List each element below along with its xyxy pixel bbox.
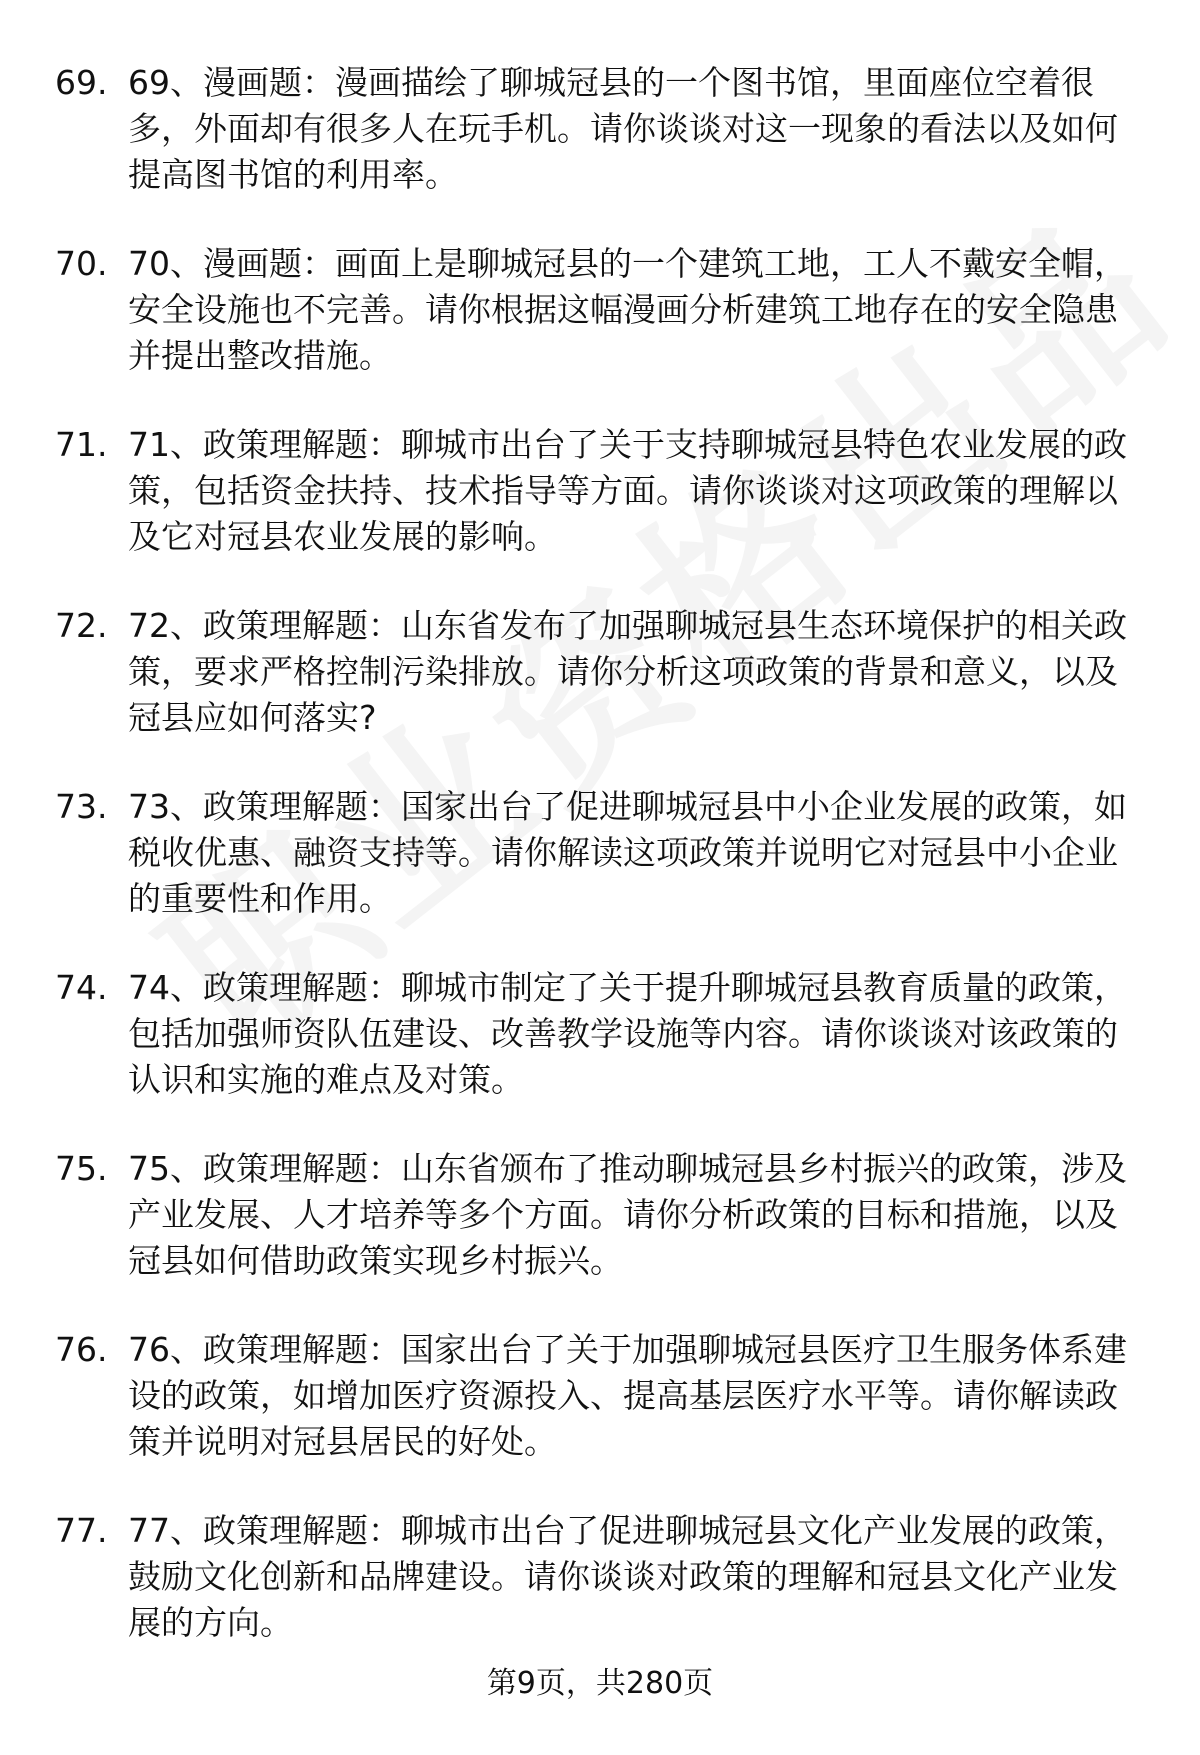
question-list: [0, 60, 1200, 1646]
question-text: 77、政策理解题：聊城市出台了促进聊城冠县文化产业发展的政策，鼓励文化创新和品牌建设。请你谈谈对政策的理解和冠县文化产业发展的方向。: [128, 1511, 1127, 1642]
question-item: [0, 965, 1200, 1103]
question-text: 75、政策理解题：山东省颁布了推动聊城冠县乡村振兴的政策，涉及产业发展、人才培养等多个方面。请你分析政策的目标和措施，以及冠县如何借助政策实现乡村振兴。: [128, 1149, 1127, 1280]
question-text: 70、漫画题：画面上是聊城冠县的一个建筑工地，工人不戴安全帽，安全设施也不完善。请你根据这幅漫画分析建筑工地存在的安全隐患并提出整改措施。: [128, 244, 1127, 375]
question-number: 69.: [55, 63, 108, 102]
question-item: [0, 603, 1200, 741]
question-item: [0, 422, 1200, 560]
page-number-text: 第9页，共280页: [486, 1666, 714, 1701]
question-text: 73、政策理解题：国家出台了促进聊城冠县中小企业发展的政策，如税收优惠、融资支持等。请你解读这项政策并说明它对冠县中小企业的重要性和作用。: [128, 787, 1127, 918]
question-number: 75.: [55, 1149, 108, 1188]
question-number: 72.: [55, 606, 108, 645]
question-number: 71.: [55, 425, 108, 464]
question-text: 71、政策理解题：聊城市出台了关于支持聊城冠县特色农业发展的政策，包括资金扶持、技术指导等方面。请你谈谈对这项政策的理解以及它对冠县农业发展的影响。: [128, 425, 1127, 556]
question-item: [0, 1146, 1200, 1284]
question-text: 69、漫画题：漫画描绘了聊城冠县的一个图书馆，里面座位空着很多，外面却有很多人在玩手机。请你谈谈对这一现象的看法以及如何提高图书馆的利用率。: [128, 63, 1118, 194]
question-text: 72、政策理解题：山东省发布了加强聊城冠县生态环境保护的相关政策，要求严格控制污染排放。请你分析这项政策的背景和意义，以及冠县应如何落实?: [128, 606, 1127, 737]
question-item: [0, 1508, 1200, 1646]
question-item: [0, 241, 1200, 379]
question-item: [0, 60, 1200, 198]
question-text: 76、政策理解题：国家出台了关于加强聊城冠县医疗卫生服务体系建设的政策，如增加医疗资源投入、提高基层医疗水平等。请你解读政策并说明对冠县居民的好处。: [128, 1330, 1127, 1461]
question-number: 74.: [55, 968, 108, 1007]
page-footer: [0, 1664, 1200, 1704]
question-item: [0, 784, 1200, 922]
question-number: 76.: [55, 1330, 108, 1369]
question-text: 74、政策理解题：聊城市制定了关于提升聊城冠县教育质量的政策，包括加强师资队伍建设、改善教学设施等内容。请你谈谈对该政策的认识和实施的难点及对策。: [128, 968, 1127, 1099]
question-number: 70.: [55, 244, 108, 283]
question-number: 73.: [55, 787, 108, 826]
document-body: [0, 60, 1200, 1689]
question-number: 77.: [55, 1511, 108, 1550]
question-item: [0, 1327, 1200, 1465]
